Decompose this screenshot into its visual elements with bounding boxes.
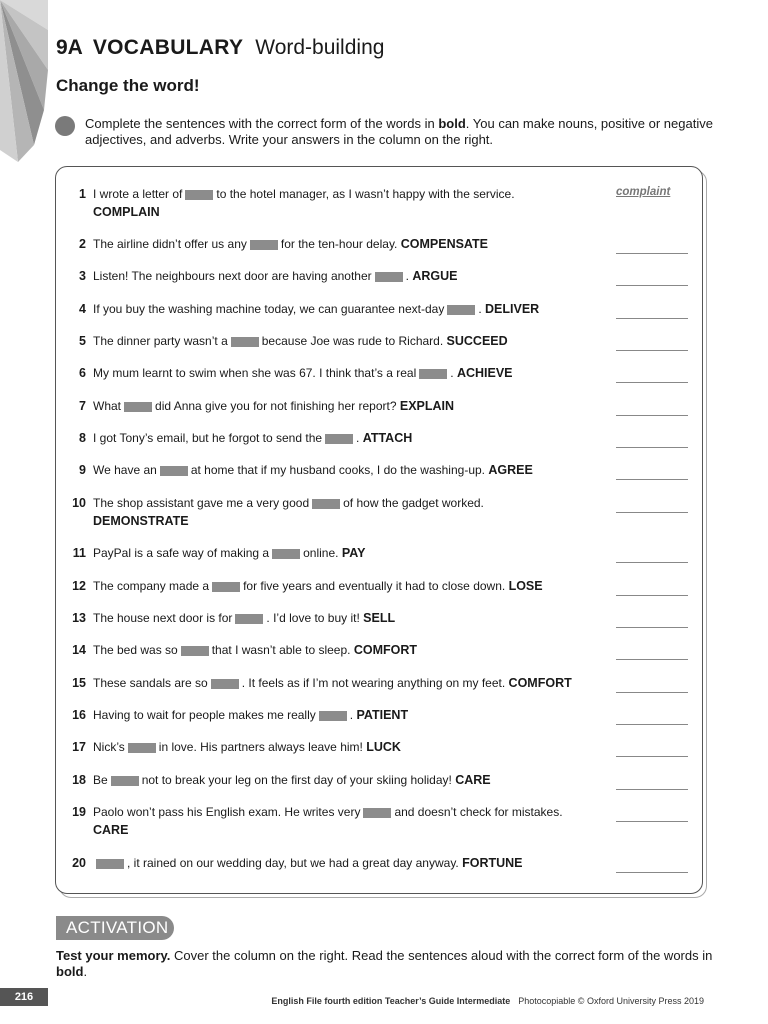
corner-decoration [0,0,48,165]
instructions [85,116,715,148]
sentence-before: The company made a [93,579,210,593]
sentence-after: to the hotel manager, as I wasn’t happy with the service. [216,187,515,201]
item-sentence [93,461,613,479]
unit-name: VOCABULARY [92,36,244,59]
base-word: DELIVER [485,302,540,316]
base-word: DEMONSTRATE [93,514,189,528]
base-word: COMFORT [508,676,572,690]
sentence-after: . It feels as if I’m not wearing anything on my feet. [241,676,506,690]
item-number: 8 [79,431,86,445]
sentence-before: Having to wait for people makes me really [93,708,316,722]
item-number: 5 [79,334,86,348]
page-number: 216 [0,988,48,1006]
sentence-before: The bed was so [93,643,178,657]
activation-bold: bold [56,964,84,979]
item-sentence [93,332,613,350]
answer-line[interactable] [616,645,688,660]
item-sentence [93,494,613,530]
answer-gap [272,549,300,559]
item-number: 2 [79,237,86,251]
base-word: CARE [455,773,491,787]
base-word: ARGUE [412,269,458,283]
answer-gap [250,240,278,250]
answer-gap [319,711,347,721]
answer-line[interactable] [616,858,688,873]
activation-end: . [83,964,88,979]
sentence-before: If you buy the washing machine today, we can guarantee next-day [93,302,445,316]
answer-line[interactable] [616,678,688,693]
item-number: 20 [72,856,86,870]
base-word: LOSE [508,579,543,593]
answer-gap [96,859,124,869]
sentence-after: , it rained on our wedding day, but we had a great day anyway. [127,856,459,870]
base-word: FORTUNE [462,856,523,870]
item-number: 19 [72,805,86,819]
sentence-after: because Joe was rude to Richard. [261,334,444,348]
base-word: PATIENT [356,708,409,722]
answer-line[interactable] [616,613,688,628]
answer-gap [111,776,139,786]
base-word: PAY [341,546,366,560]
answer-gap [363,808,391,818]
answer-gap [160,466,188,476]
answer-line[interactable] [616,775,688,790]
item-sentence [93,429,613,447]
answer-line[interactable] [616,710,688,725]
sentence-after: and doesn’t check for mistakes. [394,805,563,819]
footer-book: English File fourth edition Teacher’s Guide Intermediate [271,996,511,1006]
sentence-after: at home that if my husband cooks, I do the washing-up. [190,463,485,477]
item-number: 4 [79,302,86,316]
sentence-before: Be [93,773,108,787]
activation-text [56,948,716,980]
sentence-before: I wrote a letter of [93,187,183,201]
answer-line[interactable] [616,271,688,286]
answer-gap [235,614,263,624]
sentence-before: Paolo won’t pass his English exam. He writes very [93,805,361,819]
item-sentence [93,577,613,595]
answer-gap [181,646,209,656]
sentence-after: online. [303,546,339,560]
answer-line[interactable] [616,304,688,319]
item-number: 11 [72,546,86,560]
base-word: ATTACH [362,431,413,445]
base-word: ACHIEVE [456,366,513,380]
sentence-after: for five years and eventually it had to close down. [243,579,506,593]
base-word: SUCCEED [446,334,508,348]
answer-line[interactable] [616,742,688,757]
answer-gap [128,743,156,753]
sentence-after: . I’d love to buy it! [266,611,360,625]
item-number: 9 [79,463,86,477]
item-number: 17 [72,740,86,754]
item-sentence [93,609,613,627]
answer-line[interactable] [616,807,688,822]
activation-body: Cover the column on the right. Read the sentences aloud with the correct form of the words in [170,948,713,963]
item-sentence [93,544,613,562]
base-word: AGREE [488,463,533,477]
answer-line[interactable] [616,465,688,480]
item-sentence [93,185,613,221]
footer [271,996,704,1006]
item-number: 1 [79,187,86,201]
sentence-before: The house next door is for [93,611,233,625]
answer-gap [312,499,340,509]
sentence-before: Listen! The neighbours next door are having another [93,269,372,283]
sentence-before: PayPal is a safe way of making a [93,546,270,560]
base-word: LUCK [366,740,401,754]
answer-gap [375,272,403,282]
base-word: COMFORT [353,643,417,657]
item-sentence [93,300,613,318]
answer-line[interactable] [616,548,688,563]
exercise-box [55,166,703,894]
sentence-after: did Anna give you for not finishing her report? [155,399,397,413]
base-word: CARE [93,823,129,837]
sentence-after: . [450,366,454,380]
answer-line[interactable] [616,581,688,596]
item-number: 14 [72,643,86,657]
base-word: SELL [363,611,396,625]
answer-line[interactable] [616,336,688,351]
bullet-icon [55,116,75,136]
answer-gap [211,679,239,689]
sentence-before: I got Tony’s email, but he forgot to send the [93,431,323,445]
item-sentence [93,771,613,789]
activation-label: ACTIVATION [56,916,174,940]
item-number: 18 [72,773,86,787]
item-sentence [93,738,613,756]
sentence-before: What [93,399,122,413]
answer-gap [325,434,353,444]
example-answer: complaint [616,186,671,198]
sentence-after: . [478,302,482,316]
sentence-after: for the ten-hour delay. [280,237,398,251]
answer-gap [124,402,152,412]
item-sentence [93,364,613,382]
answer-line[interactable] [616,401,688,416]
sentence-after: of how the gadget worked. [343,496,484,510]
sentence-before: The shop assistant gave me a very good [93,496,310,510]
answer-gap [212,582,240,592]
activation-intro: Test your memory. [56,948,171,963]
sentence-before: Nick’s [93,740,125,754]
unit-code: 9A [56,36,83,59]
sentence-after: . [349,708,354,722]
item-number: 12 [72,579,86,593]
answer-line[interactable] [616,498,688,513]
base-word: COMPLAIN [93,205,160,219]
sentence-after: . [356,431,360,445]
base-word: EXPLAIN [399,399,455,413]
answer-line[interactable] [616,368,688,383]
answer-line[interactable] [616,433,688,448]
answer-gap [185,190,213,200]
sentence-after: not to break your leg on the first day of your skiing holiday! [141,773,452,787]
item-sentence [93,706,613,724]
item-sentence [93,854,613,872]
instructions-text: Complete the sentences with the correct form of the words in [85,116,439,131]
sentence-before: These sandals are so [93,676,208,690]
answer-line[interactable] [616,239,688,254]
sentence-after: . [405,269,409,283]
item-sentence [93,641,613,659]
sentence-after: that I wasn’t able to sleep. [211,643,351,657]
answer-gap [419,369,447,379]
item-sentence [93,267,613,285]
item-number: 6 [79,366,86,380]
base-word: COMPENSATE [400,237,489,251]
footer-copyright: Photocopiable © Oxford University Press 2019 [518,996,704,1006]
instructions-bold: bold [438,116,466,131]
instructions-text-end: . You can make nouns, positive or negative adjectives, and adverbs. Write your answers in the column on the right. [85,116,713,147]
item-number: 7 [79,399,86,413]
exercise-title: Change the word! [56,76,200,95]
sentence-before: The airline didn’t offer us any [93,237,247,251]
unit-subtitle: Word-building [255,36,385,59]
sentence-before: The dinner party wasn’t a [93,334,228,348]
item-sentence [93,235,613,253]
answer-gap [447,305,475,315]
item-sentence [93,397,613,415]
item-number: 3 [79,269,86,283]
sentence-after: in love. His partners always leave him! [158,740,363,754]
item-sentence [93,674,613,692]
item-number: 15 [72,676,86,690]
sentence-before: We have an [93,463,157,477]
page-header [56,36,384,60]
item-number: 10 [72,496,86,510]
item-number: 13 [72,611,86,625]
item-sentence [93,803,613,839]
item-number: 16 [72,708,86,722]
answer-gap [231,337,259,347]
sentence-before: My mum learnt to swim when she was 67. I think that’s a real [93,366,417,380]
